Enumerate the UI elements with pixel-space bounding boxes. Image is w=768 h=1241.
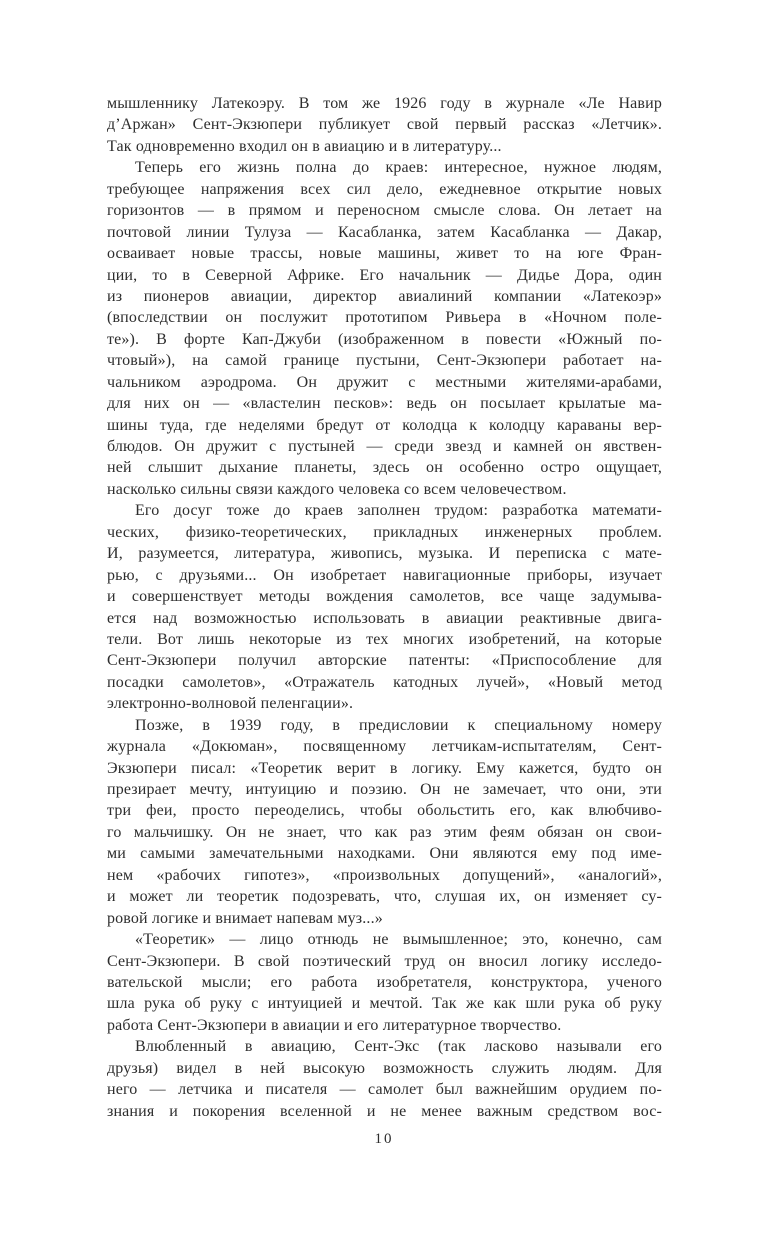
text-line: и совершенствует методы вождения самолетов, все чаще задумыва- [107, 588, 662, 606]
text-line: презирает мечту, интуицию и поэзию. Он не замечает, что они, эти [107, 781, 662, 798]
text-line: знания и покорения вселенной и не менее важным средством вос- [107, 1102, 662, 1120]
text-line: д’Аржан» Сент-Экзюпери публикует свой первый рассказ «Летчик». [107, 116, 662, 134]
text-line: мышленнику Латекоэру. В том же 1926 году в журнале «Ле Навир [107, 95, 662, 112]
text-line: Экзюпери писал: «Теоретик верит в логику. Ему кажется, будто он [107, 759, 662, 777]
text-line: Позже, в 1939 году, в предисловии к специальному номеру [135, 716, 662, 734]
text-line: вательской мысли; его работа изобретателя, конструктора, ученого [107, 973, 662, 991]
text-line: чальником аэродрома. Он дружит с местными жителями-арабами, [107, 373, 662, 391]
text-line: ется над возможностью использовать в авиации реактивные двига- [107, 609, 662, 627]
text-line: Теперь его жизнь полна до краев: интересное, нужное людям, [135, 159, 662, 177]
text-line: журнала «Докюман», посвященному летчикам-испытателям, Сент- [107, 738, 662, 756]
text-line: (впоследствии он послужит прототипом Ривьера в «Ночном поле- [107, 309, 662, 327]
text-line: из пионеров авиации, директор авиалиний компании «Латекоэр» [107, 287, 662, 305]
text-line: Влюбленный в авиацию, Сент-Экс (так ласково называли его [135, 1038, 662, 1056]
text-line: рью, с друзьями... Он изобретает навигационные приборы, изучает [107, 566, 662, 584]
text-line: требующее напряжения всех сил дело, ежедневное открытие новых [107, 180, 662, 198]
text-line: ми самыми замечательными находками. Они являются ему под име- [107, 845, 662, 863]
text-line: Его досуг тоже до краев заполнен трудом: разработка математи- [135, 502, 662, 520]
text-line: электронно-волновой пеленгации». [107, 695, 354, 713]
paragraph [107, 93, 662, 157]
text-line: блюдов. Он дружит с пустыней — среди звезд и камней он явствен- [107, 438, 662, 455]
text-line: ней слышит дыхание планеты, здесь он особенно остро ощущает, [107, 459, 662, 477]
page-text [107, 93, 662, 1122]
text-line: Так одновременно входил он в авиацию и в литературу... [107, 137, 502, 155]
text-line: Сент-Экзюпери получил авторские патенты: «Приспособление для [107, 652, 662, 670]
text-line: шла рука об руку с интуицией и мечтой. Так же как шли рука об руку [107, 995, 662, 1013]
paragraph [107, 157, 662, 500]
paragraph [107, 1036, 662, 1122]
text-line: три феи, просто переоделись, чтобы обольстить его, как влюбчиво- [107, 802, 662, 820]
text-line: шины туда, где неделями бредут от колодца к колодцу караваны вер- [107, 416, 662, 434]
text-line: и может ли теоретик подозревать, что, слушая их, он изменяет су- [107, 888, 662, 906]
text-line: посадки самолетов», «Отражатель катодных лучей», «Новый метод [107, 673, 662, 691]
text-line: друзья) видел в ней высокую возможность служить людям. Для [107, 1059, 662, 1077]
text-line: для них он — «властелин песков»: ведь он посылает крылатые ма- [107, 395, 662, 413]
text-line: ции, то в Северной Африке. Его начальник — Дидье Дора, один [107, 266, 662, 284]
text-line: насколько сильны связи каждого человека со всем человечеством. [107, 480, 567, 498]
text-line: нем «рабочих гипотез», «произвольных допущений», «аналогий», [107, 866, 662, 884]
text-line: Сент-Экзюпери. В свой поэтический труд он вносил логику исследо- [107, 952, 662, 970]
text-line: него — летчика и писателя — самолет был важнейшим орудием по- [107, 1081, 662, 1099]
text-line: горизонтов — в прямом и переносном смысле слова. Он летает на [107, 202, 662, 220]
paragraph [107, 929, 662, 1036]
page-number: 10 [374, 1131, 394, 1147]
text-line: работа Сент-Экзюпери в авиации и его литературное творчество. [107, 1016, 562, 1034]
text-line: тели. Вот лишь некоторые из тех многих изобретений, на которые [107, 630, 662, 648]
text-line: ческих, физико-теоретических, прикладных инженерных проблем. [107, 523, 662, 541]
text-line: те»). В форте Кап-Джуби (изображенном в повести «Южный по- [107, 330, 662, 348]
text-line: «Теоретик» — лицо отнюдь не вымышленное; это, конечно, сам [135, 931, 662, 949]
text-line: И, разумеется, литература, живопись, музыка. И переписка с мате- [107, 545, 662, 563]
paragraph [107, 715, 662, 929]
text-line: осваивает новые трассы, новые машины, живет то на юге Фран- [107, 245, 662, 263]
text-line: чтовый»), на самой границе пустыни, Сент-Экзюпери работает на- [107, 352, 662, 370]
text-line: го мальчишку. Он не знает, что как раз этим феям обязан он свои- [107, 823, 662, 841]
paragraph [107, 500, 662, 714]
text-line: ровой логике и внимает напевам муз...» [107, 909, 383, 927]
text-line: почтовой линии Тулуза — Касабланка, затем Касабланка — Дакар, [107, 223, 662, 241]
